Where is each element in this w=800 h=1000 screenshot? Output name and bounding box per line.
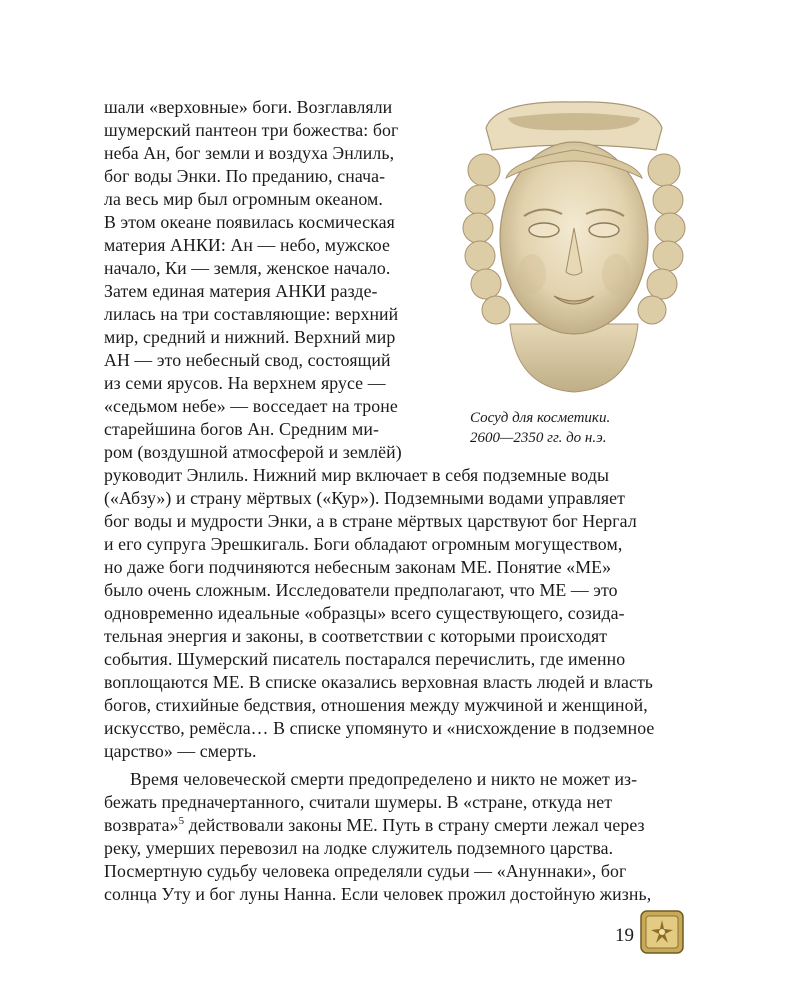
text-line: Затем единая материя АНКИ разде- (104, 281, 378, 301)
vessel-image (446, 88, 702, 404)
text-line: бог воды Энки. По преданию, снача- (104, 166, 386, 186)
text-line: неба Ан, бог земли и воздуха Энлиль, (104, 143, 395, 163)
text-line: начало, Ки — земля, женское начало. (104, 258, 391, 278)
text-line: бог воды и мудрости Энки, а в стране мёртвых царствуют бог Нергал (104, 511, 637, 531)
caption-date: 2600—2350 гг. до н.э. (470, 430, 607, 446)
text-line: бежать предначертанного, считали шумеры. В «стране, откуда нет (104, 792, 613, 812)
text-line: ла весь мир был огромным океаном. (104, 189, 383, 209)
text-line: искусство, ремёсла… В списке упомянуто и «нисхождение в подземное (104, 718, 655, 738)
text-line: шумерский пантеон три божества: бог (104, 120, 399, 140)
text-line: солнца Уту и бог луны Нанна. Если человек прожил достойную жизнь, (104, 884, 652, 904)
text-line: богов, стихийные бедствия, отношения между мужчиной и женщиной, (104, 695, 648, 715)
text-line (104, 814, 645, 837)
footnote-ref[interactable]: 5 (178, 815, 185, 828)
text-line: царство» — смерть. (104, 741, 257, 761)
text-line: материя АНКИ: Ан — небо, мужское (104, 235, 390, 255)
text-line: было очень сложным. Исследователи предполагают, что МЕ — это (104, 580, 618, 600)
text-line: события. Шумерский писатель постарался перечислить, где именно (104, 649, 626, 669)
text-line: лилась на три составляющие: верхний (104, 304, 399, 324)
figure-caption (470, 408, 730, 448)
text-line: «седьмом небе» — восседает на троне (104, 396, 398, 416)
text-line: шали «верховные» боги. Возглавляли (104, 97, 393, 117)
text-line: В этом океане появилась космическая (104, 212, 395, 232)
text-line: («Абзу») и страну мёртвых («Кур»). Подземными водами управляет (104, 488, 625, 508)
text-line: из семи ярусов. На верхнем ярусе — (104, 373, 386, 393)
text-line: Время человеческой смерти предопределено и никто не может из- (130, 769, 638, 789)
caption-title: Сосуд для косметики. (470, 410, 611, 426)
text-segment: действовали законы МЕ. Путь в страну смерти лежал через (184, 815, 645, 835)
page-number: 19 (615, 925, 634, 946)
text-segment: возврата» (104, 815, 179, 835)
text-line: мир, средний и нижний. Верхний мир (104, 327, 396, 347)
text-line: одновременно идеальные «образцы» всего существующего, созида- (104, 603, 625, 623)
text-line: старейшина богов Ан. Средним ми- (104, 419, 379, 439)
sumerian-emblem-icon (640, 910, 684, 954)
text-line: но даже боги подчиняются небесным законам МЕ. Понятие «МЕ» (104, 557, 612, 577)
text-line: тельная энергия и законы, в соответствии с которыми происходят (104, 626, 608, 646)
text-line: и его супруга Эрешкигаль. Боги обладают огромным могуществом, (104, 534, 623, 554)
text-line: реку, умерших перевозил на лодке служитель подземного царства. (104, 838, 614, 858)
text-line: руководит Энлиль. Нижний мир включает в себя подземные воды (104, 465, 610, 485)
ancient-vessel-with-face-image (446, 88, 702, 404)
text-line: ром (воздушной атмосферой и землёй) (104, 442, 402, 462)
text-line: АН — это небесный свод, состоящий (104, 350, 391, 370)
text-line: воплощаются МЕ. В списке оказались верховная власть людей и власть (104, 672, 654, 692)
text-line: Посмертную судьбу человека определяли судьи — «Ануннаки», бог (104, 861, 627, 881)
